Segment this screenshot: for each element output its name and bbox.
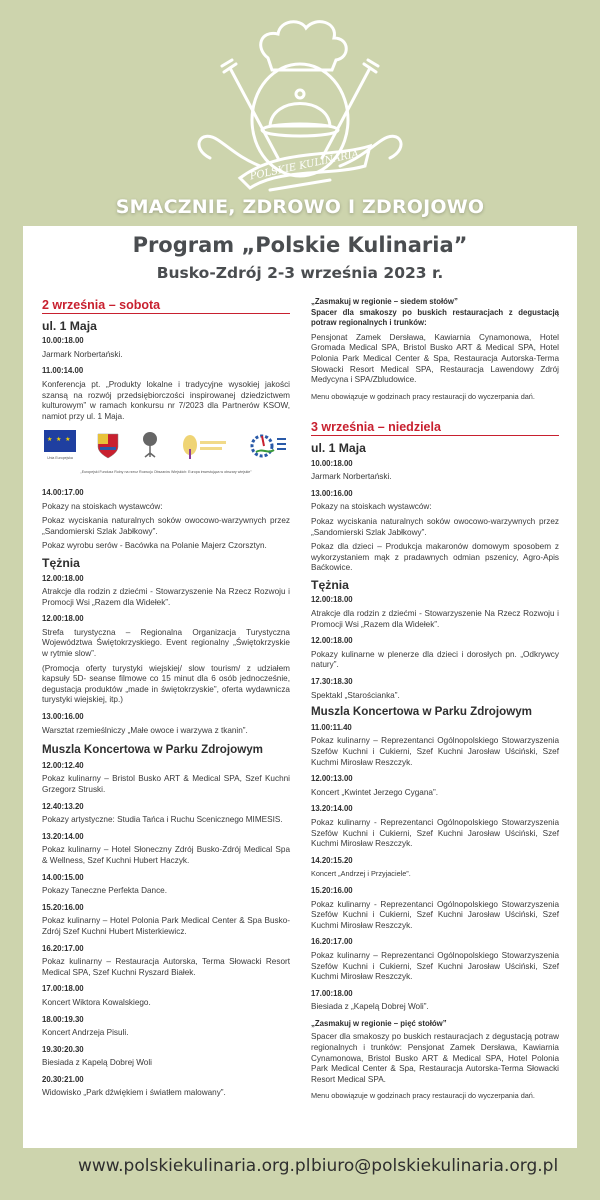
email-link[interactable]: biuro@polskiekulinaria.org.pl xyxy=(311,1156,559,1176)
event-desc: Pokaz kulinarny – Reprezentanci Ogólnopolskiego Stowarzyszenia Szefów Kuchni i Cukierni, Szef Kuchni Jarosław Uściński, Szef Kuchmi Mirosław Reszczyk. xyxy=(311,736,559,767)
event-time: 14.00:15.00 xyxy=(42,872,84,882)
svg-text:POLSKIE KULINARIA: POLSKIE KULINARIA xyxy=(248,148,360,183)
event-time: 11.00:14.00 xyxy=(42,366,84,376)
event-time: 13.20:14.00 xyxy=(42,831,84,841)
coat-of-arms-icon xyxy=(97,433,119,459)
event-time: 10.00:18.00 xyxy=(311,458,353,468)
page-title: Program „Polskie Kulinaria” xyxy=(132,233,468,257)
event-desc: Pokazy na stoiskach wystawców: xyxy=(311,502,432,512)
page-subtitle: Busko-Zdrój 2-3 września 2023 r. xyxy=(156,264,444,282)
event-time: 14.00:17.00 xyxy=(42,487,84,497)
day2-heading: 3 września – niedziela xyxy=(311,422,559,436)
tree-logo-icon xyxy=(140,431,160,461)
event-desc: Spektakl „Starościanka”. xyxy=(311,690,400,700)
event-desc: Pokazy artystyczne: Studia Tańca i Ruchu Scenicznego MIMESIS. xyxy=(42,815,283,825)
event-desc: Pokaz wyciskania naturalnych soków owocowo-warzywnych przez „Sandomierski Szlak Jabłkowy”. xyxy=(311,516,559,537)
event-desc: Jarmark Norbertański. xyxy=(311,472,392,482)
event-desc: Pokaz kulinarny – Bristol Busko ART & Medical SPA, Szef Kuchni Grzegorz Struski. xyxy=(42,774,290,794)
event-desc: Pokazy na stoiskach wystawców: xyxy=(42,501,163,511)
event-desc: Koncert Andrzeja Pisuli. xyxy=(42,1028,129,1038)
chef-hat-cloche-logo-icon xyxy=(160,8,440,193)
event-time: 15.20:16.00 xyxy=(42,902,84,912)
event-time: 14.20:15.20 xyxy=(311,855,353,865)
event-time: 20.30:21.00 xyxy=(42,1074,84,1084)
ksow-logo-icon xyxy=(181,431,229,461)
website-link[interactable]: www.polskiekulinaria.org.pl xyxy=(78,1156,311,1176)
venue-heading: ul. 1 Maja xyxy=(311,440,366,455)
event-desc: Pokaz wyciskania naturalnych soków owocowo-warzywnych przez „Sandomierski Szlak Jabłkowy”. xyxy=(42,516,290,536)
event-desc: Koncert „Kwintet Jerzego Cygana”. xyxy=(311,787,438,797)
event-desc: Pokaz wyrobu serów - Bacówka na Polanie Majerz Czorsztyn. xyxy=(42,541,267,551)
event-desc: Warsztat rzemieślniczy „Małe owoce i warzywa z tkanin”. xyxy=(42,725,248,735)
event-desc: Biesiada z „Kapelą Dobrej Woli”. xyxy=(311,1002,429,1012)
day1-column xyxy=(42,300,290,1105)
sponsor-logos xyxy=(42,426,290,466)
regional-logo-icon xyxy=(250,432,288,460)
tagline: SMACZNIE, ZDROWO I ZDROJOWO xyxy=(115,196,485,218)
event-time: 13.00:16.00 xyxy=(311,488,353,498)
event-desc: Koncert „Andrzej i Przyjaciele”. xyxy=(311,869,411,879)
event-time: 12.40:13.20 xyxy=(42,801,84,811)
event-desc: Pokaz kulinarny – Reprezentanci Ogólnopolskiego Stowarzyszenia Szefów Kuchni i Cukierni, Szef Kuchni Jarosław Uściński, Szef Kuchmi Mirosław Reszczyk. xyxy=(311,950,559,982)
eu-flag-icon xyxy=(44,430,76,452)
event-desc: (Promocja oferty turystyki wiejskiej/ slow tourism/ z udziałem kapsuły 5D- seanse filmowe co 15 minut dla 6 osób jednocześnie, degustacja produktów „made in świętokrzyskie”, oferta wydawnicza turystyki wiejskiej, itp.) xyxy=(42,663,290,705)
event-desc: Atrakcje dla rodzin z dziećmi - Stowarzyszenie Na Rzecz Rozwoju i Promocji Wsi „Razem dla Widełek”. xyxy=(42,587,290,607)
event-time: 13.20:14.00 xyxy=(311,804,353,814)
event-time: 17.30:18.30 xyxy=(311,677,353,687)
tasting-note: Menu obowiązuje w godzinach pracy restauracji do wyczerpania dań. xyxy=(311,391,535,401)
event-desc: Widowisko „Park dźwiękiem i światłem malowany”. xyxy=(42,1088,226,1098)
event-time: 16.20:17.00 xyxy=(42,943,84,953)
event-desc: Strefa turystyczna – Regionalna Organizacja Turystyczna Województwa Świętokrzyskiego. Event regionalny „Świętokrzyskie w rytmie slow”. xyxy=(42,627,290,659)
day1-heading: 2 września – sobota xyxy=(42,300,290,314)
venue-heading: Muszla Koncertowa w Parku Zdrojowym xyxy=(42,743,263,757)
venue-heading: Muszla Koncertowa w Parku Zdrojowym xyxy=(311,705,532,719)
event-desc: Pokaz kulinarny - Reprezentanci Ogólnopolskiego Stowarzyszenia Szefów Kuchni i Cukierni, Szef Kuchni Jarosław Uściński, Szef Kuchmi Mirosław Reszczyk. xyxy=(311,817,559,849)
event-time: 13.00:16.00 xyxy=(42,712,84,722)
event-desc: Pokaz kulinarny - Reprezentanci Ogólnopolskiego Stowarzyszenia Szefów Kuchni i Cukierni, Szef Kuchni Jarosław Uściński, Szef Kuchmi Mirosław Reszczyk. xyxy=(311,899,559,930)
tasting-note: Menu obowiązuje w godzinach pracy restauracji do wyczerpania dań. xyxy=(311,1091,535,1101)
eu-logo xyxy=(44,430,76,464)
venue-heading: Tężnia xyxy=(42,555,80,570)
event-time: 17.00:18.00 xyxy=(42,984,84,994)
event-desc: Jarmark Norbertański. xyxy=(42,349,123,359)
tasting-title: „Zasmakuj w regionie – pięć stołów” xyxy=(311,1018,447,1028)
event-time: 17.00:18.00 xyxy=(311,988,353,998)
tasting-intro: Spacer dla smakoszy po buskich restauracjach z degustacją potraw regionalnych i trunków: xyxy=(311,307,559,328)
event-desc: Pokaz dla dzieci – Produkcja makaronów domowym sposobem z wykorzystaniem mąk z pradawnych odmian pszenicy, Agro-Apis Baćkowice. xyxy=(311,542,559,573)
tasting-title: „Zasmakuj w regionie – siedem stołów” xyxy=(311,297,458,306)
day2-column xyxy=(311,297,559,1108)
event-time: 15.20:16.00 xyxy=(311,885,353,895)
event-desc: Biesiada z Kapelą Dobrej Woli xyxy=(42,1058,152,1068)
event-time: 18.00:19.30 xyxy=(42,1014,84,1024)
event-desc: Pokaz kulinarny – Restauracja Autorska, Terma Słowacki Resort Medical SPA, Szef Kuchni Ryszard Białek. xyxy=(42,957,290,977)
event-desc: Pokaz kulinarny – Hotel Słoneczny Zdrój Busko-Zdrój Medical Spa & Wellness, Szef Kuchni Hubert Haczyk. xyxy=(42,845,290,865)
event-time: 12.00:13.00 xyxy=(311,774,353,784)
venue-heading: ul. 1 Maja xyxy=(42,318,97,333)
logo xyxy=(0,0,600,190)
event-time: 11.00:11.40 xyxy=(311,722,352,732)
event-desc: Pokazy kulinarne w plenerze dla dzieci i dorosłych pn. „Odkrywcy natury”. xyxy=(311,649,559,670)
event-time: 16.20:17.00 xyxy=(311,937,353,947)
event-desc: Konferencja pt. „Produkty lokalne i tradycyjne wysokiej jakości szansą na rozwój przedsiębiorczości inspirowanej dziedzictwem kulturowym” w ramach konkursu nr 7/2023 dla Partnerów KSOW, namiot przy ul. 1 Maja. xyxy=(42,379,290,421)
event-time: 12.00:12.40 xyxy=(42,760,84,770)
tasting-text: Spacer dla smakoszy po buskich restauracjach z degustacją potraw regionalnych i trunków: Pensjonat Zamek Dersława, Kawiarnia Cynamonowa, Bristol Busko ART & Medical SPA, Hotel Polonia Park Medical Center & Spa, Restauracja Autorska-Terma Słowacki Resort Medical SPA. xyxy=(311,1032,559,1084)
eafrd-note: „Europejski Fundusz Rolny na rzecz Rozwoju Obszarów Wiejskich: Europa inwestująca w obszary wiejskie” xyxy=(80,470,252,475)
event-time: 12.00:18.00 xyxy=(311,636,353,646)
event-time: 19.30:20.30 xyxy=(42,1044,84,1054)
event-time: 10.00:18.00 xyxy=(42,336,84,346)
event-time: 12.00:18.00 xyxy=(42,614,84,624)
event-desc: Pokaz kulinarny – Hotel Polonia Park Medical Center & Spa Busko-Zdrój Szef Kuchni Hubert Misterkiewicz. xyxy=(42,916,290,936)
tasting-list: Pensjonat Zamek Dersława, Kawiarnia Cynamonowa, Hotel Gromada Medical SPA, Bristol Busko ART & Medical SPA, Hotel Polonia Park Medical Center & Spa, Restauracja Autorska-Terma Słowacki Resort Medical SPA, Restauracja Lawendowy Zdrój Medycyna i SPA/Zbludowice. xyxy=(311,332,559,385)
eu-caption: Unia Europejska xyxy=(47,455,73,460)
event-desc: Koncert Wiktora Kowalskiego. xyxy=(42,997,151,1007)
event-time: 12.00:18.00 xyxy=(311,595,353,605)
event-desc: Atrakcje dla rodzin z dziećmi - Stowarzyszenie Na Rzecz Rozwoju i Promocji Wsi „Razem dla Widełek”. xyxy=(311,609,559,629)
event-desc: Pokazy Taneczne Perfekta Dance. xyxy=(42,886,168,896)
venue-heading: Tężnia xyxy=(311,577,349,592)
event-time: 12.00:18.00 xyxy=(42,573,84,583)
